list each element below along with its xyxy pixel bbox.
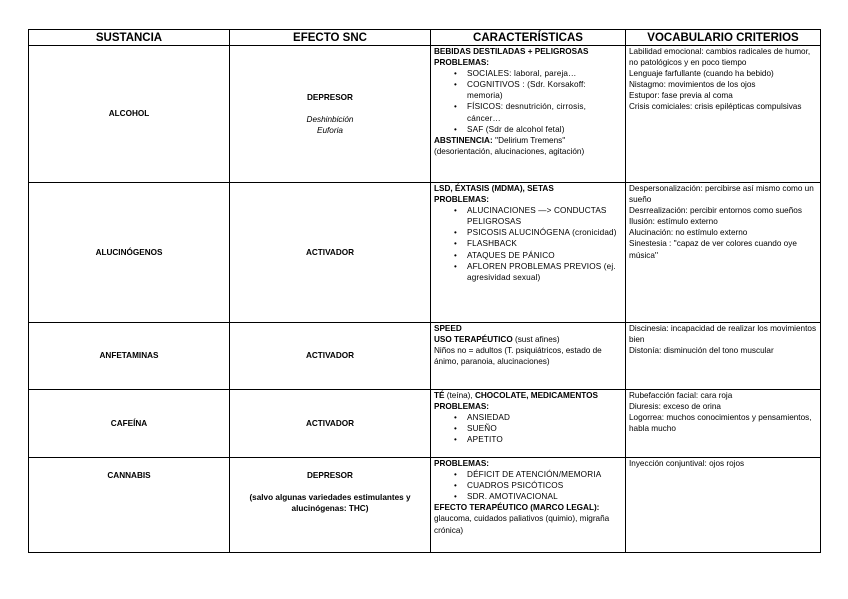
car-text: (teína), [444,391,475,400]
efecto-sub: Euforia [317,126,343,136]
car-text: ''Delirium Tremens'' (desorientación, alucinaciones, agitación) [434,135,585,156]
sustancia-cell: CAFEÍNA [29,390,230,458]
table-row [29,323,821,390]
voc-line: Lenguaje farfullante (cuando ha bebido) [629,69,774,79]
car-bold: TÉ [434,391,445,400]
caracteristicas-cell [431,183,626,323]
sustancia-label: CANNABIS [107,471,151,480]
car-line: PROBLEMAS: [434,58,490,68]
table-row [29,183,821,323]
caracteristicas-cell [431,323,626,390]
vocabulario-cell [626,46,821,183]
voc-line: Sinestesia : ''capaz de ver colores cuando oye música'' [629,239,797,260]
header-sustancia: SUSTANCIA [29,30,230,46]
efecto-cell [230,46,431,183]
caracteristicas-cell [431,458,626,553]
list-item: • APETITO [467,434,622,445]
voc-line: Labilidad emocional: cambios radicales de humor, no patológicos y en poco tiempo [629,47,811,68]
car-line: Niños no = adultos (T. psiquiátricos, estado de ánimo, paranoia, alucinaciones) [434,346,602,367]
list-item: • ALUCINACIONES —> CONDUCTAS PELIGROSAS [467,205,622,227]
car-line: PROBLEMAS: [434,195,490,205]
drug-table [28,29,821,553]
caracteristicas-cell [431,390,626,458]
efecto-sub: (salvo algunas variedades estimulantes y alucinógenas: THC) [249,493,411,514]
car-line: PROBLEMAS: [434,402,490,412]
list-item: • CUADROS PSICÓTICOS [467,480,622,491]
voc-line: Ilusión: estímulo externo [629,217,718,227]
voc-line: Crisis comiciales: crisis epilépticas compulsivas [629,102,802,112]
car-list [434,469,622,502]
car-line: EFECTO TERAPÉUTICO (MARCO LEGAL): [434,503,600,513]
car-line: glaucoma, cuidados paliativos (quimio), migraña crónica) [434,514,610,535]
voc-line: Alucinación: no estímulo externo [629,228,748,238]
car-line [434,135,622,157]
car-line: LSD, ÉXTASIS (MDMA), SETAS [434,184,554,193]
table-row [29,458,821,553]
voc-line: Discinesia: incapacidad de realizar los movimientos bien [629,324,817,345]
sustancia-cell: ANFETAMINAS [29,323,230,390]
table-row [29,46,821,183]
list-item: • FLASHBACK [467,238,622,249]
header-caracteristicas: CARACTERÍSTICAS [431,30,626,46]
vocabulario-cell [626,458,821,553]
efecto-cell: ACTIVADOR [230,323,431,390]
car-list [434,412,622,445]
voc-line: Despersonalización: percibirse así mismo como un sueño [629,184,814,205]
vocabulario-cell [626,390,821,458]
car-bold: USO TERAPÉUTICO [434,335,513,345]
car-text: (sust afines) [512,335,560,345]
efecto-sub: Deshinbición [306,114,354,124]
voc-line: Rubefacción facial: cara roja [629,391,733,400]
car-bold: ABSTINENCIA: [434,135,493,145]
voc-line: Desrrealización: percibir entornos como sueños [629,206,802,216]
car-line: SPEED [434,324,462,333]
list-item: • ATAQUES DE PÁNICO [467,250,622,261]
list-item: • ANSIEDAD [467,412,622,423]
car-bold: CHOCOLATE, MEDICAMENTOS [474,391,598,400]
list-item: • FÍSICOS: desnutrición, cirrosis, cáncer… [467,101,622,123]
list-item: • SUEÑO [467,423,622,434]
voc-line: Logorrea: muchos conocimientos y pensamientos, habla mucho [629,413,812,434]
car-line: BEBIDAS DESTILADAS + PELIGROSAS [434,47,589,56]
vocabulario-cell [626,183,821,323]
list-item: • DÉFICIT DE ATENCIÓN/MEMORIA [467,469,622,480]
voc-line: Distonía: disminución del tono muscular [629,346,774,356]
efecto-cell [230,458,431,553]
table-header-row [29,30,821,46]
list-item: • PSICOSIS ALUCINÓGENA (cronicidad) [467,227,622,238]
list-item: • SOCIALES: laboral, pareja… [467,68,622,79]
voc-line: Nistagmo: movimientos de los ojos [629,80,756,90]
sustancia-cell [29,458,230,553]
header-efecto: EFECTO SNC [230,30,431,46]
voc-line: Diuresis: exceso de orina [629,402,721,412]
list-item: • SAF (Sdr de alcohol fetal) [467,124,622,135]
list-item: • SDR. AMOTIVACIONAL [467,491,622,502]
efecto-main: DEPRESOR [307,92,353,102]
voc-line: Estupor: fase previa al coma [629,91,733,101]
efecto-cell: ACTIVADOR [230,390,431,458]
voc-line: Inyección conjuntival: ojos rojos [629,459,745,468]
document-page [28,29,820,553]
table-row [29,390,821,458]
list-item: • COGNITIVOS : (Sdr. Korsakoff: memoria) [467,79,622,101]
caracteristicas-cell [431,46,626,183]
sustancia-cell: ALUCINÓGENOS [29,183,230,323]
efecto-cell: ACTIVADOR [230,183,431,323]
header-vocabulario: VOCABULARIO CRITERIOS [626,30,821,46]
car-list [434,205,622,283]
car-line [434,334,622,345]
list-item: • AFLOREN PROBLEMAS PREVIOS (ej. agresividad sexual) [467,261,622,283]
vocabulario-cell [626,323,821,390]
car-line [434,390,622,401]
sustancia-cell: ALCOHOL [29,46,230,183]
efecto-main: DEPRESOR [307,471,353,480]
car-line: PROBLEMAS: [434,459,490,468]
car-list [434,68,622,135]
